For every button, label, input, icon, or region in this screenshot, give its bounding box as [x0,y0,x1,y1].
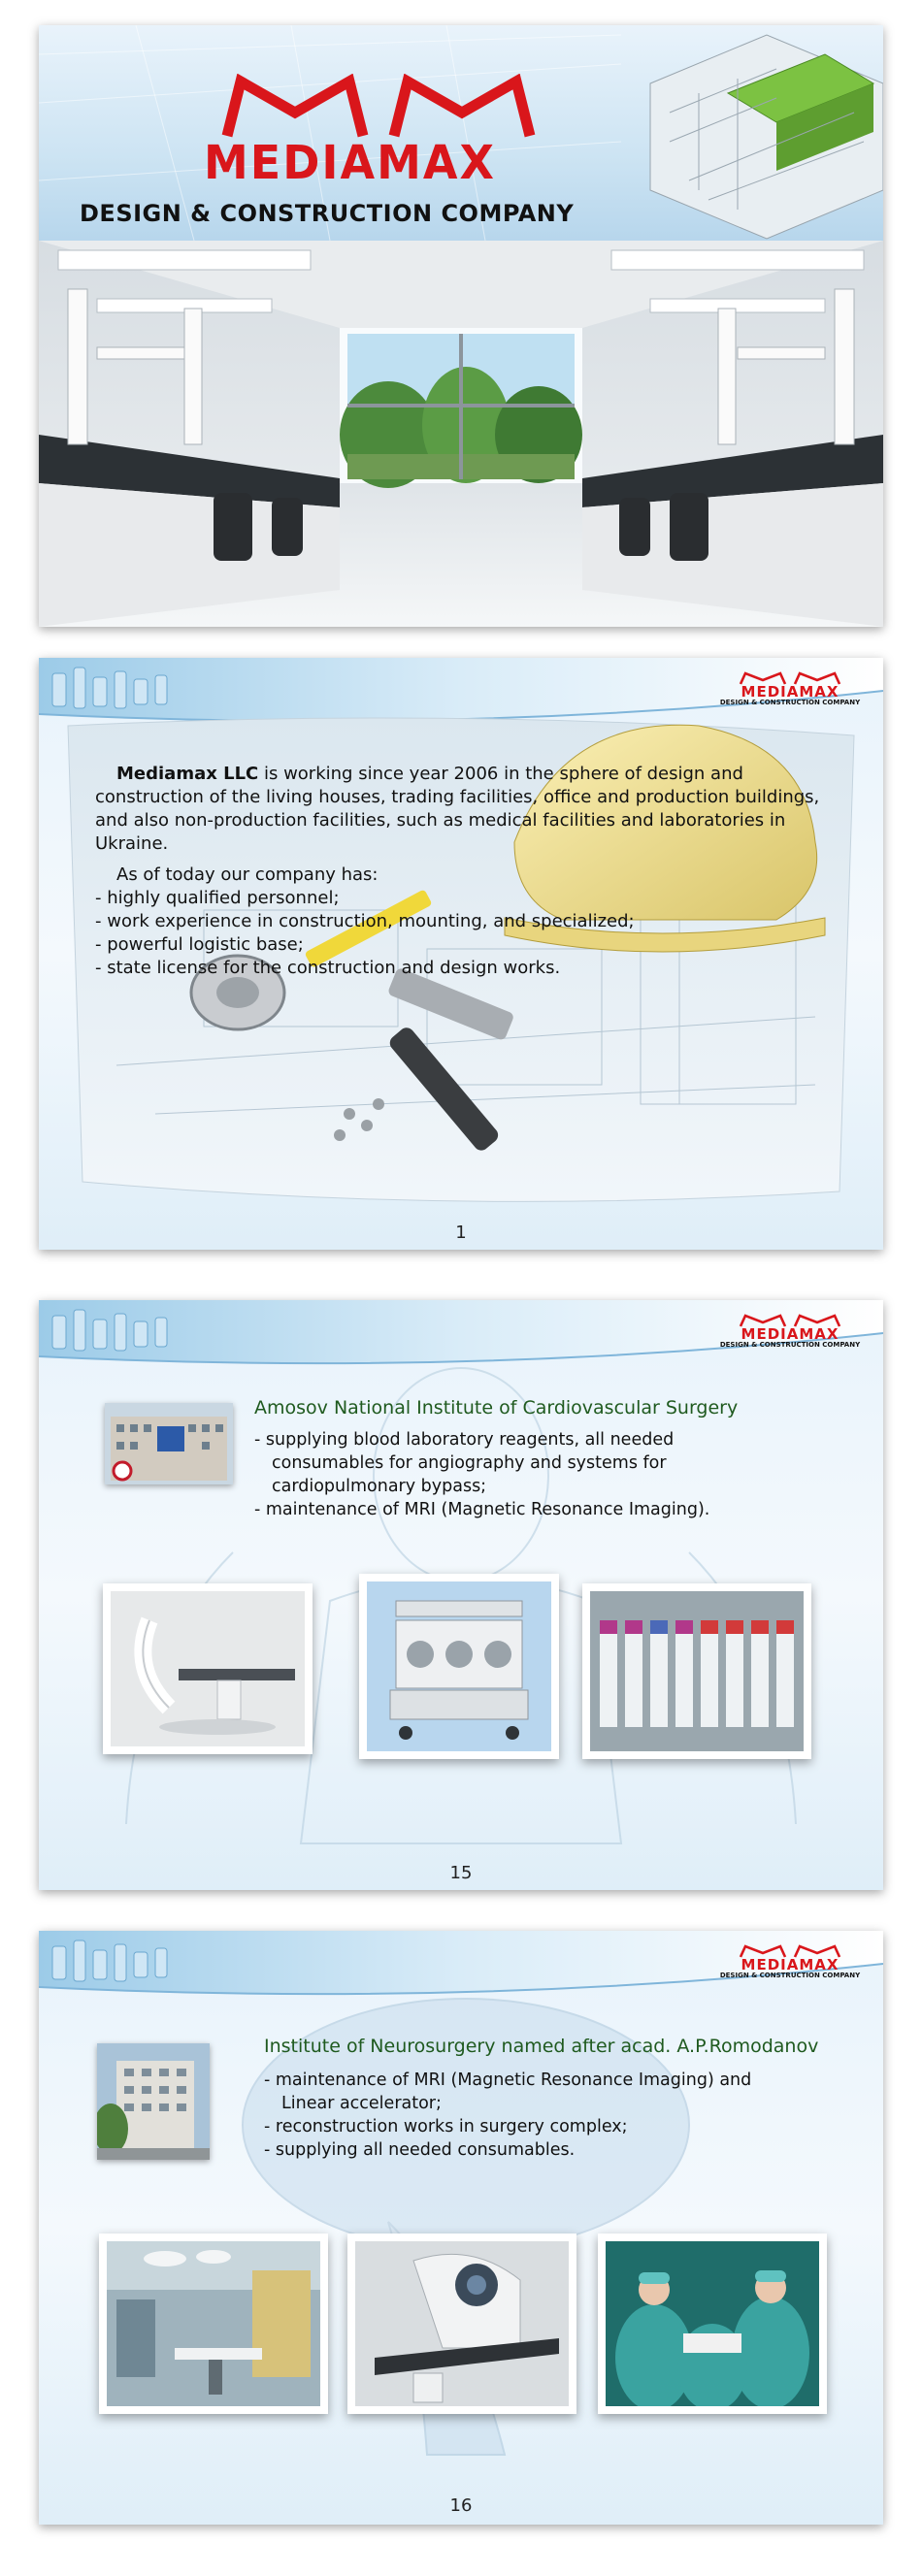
operating-room-photo [107,2241,320,2406]
slide-company-overview [39,658,883,1250]
capability-item: - highly qualified personnel; [95,888,340,908]
laboratory-photo [39,241,883,627]
slide-cardiovascular-institute [39,1300,883,1890]
cover-slide [39,25,883,627]
photo-frame [359,1574,559,1759]
intro-text: is working since year 2006 in the sphere of design and construction of the living houses, trading facilities, office and production buildings, and also non-production facilities, such as medical facilities and laboratories in Ukraine. [95,764,820,854]
company-name: Mediamax LLC [116,764,259,784]
header-logo-tagline: DESIGN & CONSTRUCTION COMPANY [719,1341,861,1349]
photo-frame [103,1583,313,1754]
company-description [95,763,821,980]
photo-frame [99,2234,328,2414]
cover-logo-word: MEDIAMAX [204,134,496,190]
institute-building-photo [97,2043,210,2160]
service-line: Linear accelerator; [281,2094,442,2113]
capability-item: - state license for the construction and design works. [95,958,561,978]
surgery-team-photo [606,2241,819,2406]
cover-header [39,25,883,241]
service-line: cardiopulmonary bypass; [272,1477,487,1496]
page-number: 15 [449,1863,473,1883]
header-logo-word: MEDIAMAX [741,1956,840,1973]
header-logo-tagline: DESIGN & CONSTRUCTION COMPANY [719,1972,861,1979]
capability-item: - work experience in construction, mounting, and specialized; [95,911,635,931]
services-list [254,1428,709,1521]
header-logo [712,1944,868,1983]
header-logo-word: MEDIAMAX [741,1325,840,1343]
institute-title: Amosov National Institute of Cardiovascular Surgery [254,1397,739,1418]
service-line: - maintenance of MRI (Magnetic Resonance Imaging) and [264,2071,752,2090]
service-line: - supplying all needed consumables. [264,2140,576,2160]
slide-neurosurgery-institute [39,1931,883,2525]
services-list [264,2069,751,2162]
service-line: consumables for angiography and systems for [272,1453,667,1473]
service-line: - supplying blood laboratory reagents, all needed [254,1430,675,1450]
capability-item: - powerful logistic base; [95,934,304,955]
blood-tubes-photo [590,1591,804,1751]
mediamax-logo-mark [214,74,543,142]
angiography-system-photo [111,1591,305,1746]
capabilities-heading: As of today our company has: [116,864,379,885]
photo-frame [582,1583,811,1759]
building-plan-illustration [611,25,883,241]
header-logo [712,1314,868,1353]
photo-frame [598,2234,827,2414]
service-line: - maintenance of MRI (Magnetic Resonance Imaging). [254,1500,710,1519]
header-logo-word: MEDIAMAX [741,683,840,701]
photo-frame [347,2234,576,2414]
institute-title: Institute of Neurosurgery named after acad. A.P.Romodanov [264,2036,819,2057]
linear-accelerator-photo [355,2241,569,2406]
bypass-machine-photo [367,1581,551,1751]
page-number: 1 [455,1223,467,1243]
page-number: 16 [449,2495,473,2516]
institute-building-photo [105,1403,233,1484]
header-logo-tagline: DESIGN & CONSTRUCTION COMPANY [719,699,861,706]
service-line: - reconstruction works in surgery complex; [264,2117,628,2136]
cover-tagline: DESIGN & CONSTRUCTION COMPANY [80,200,575,227]
